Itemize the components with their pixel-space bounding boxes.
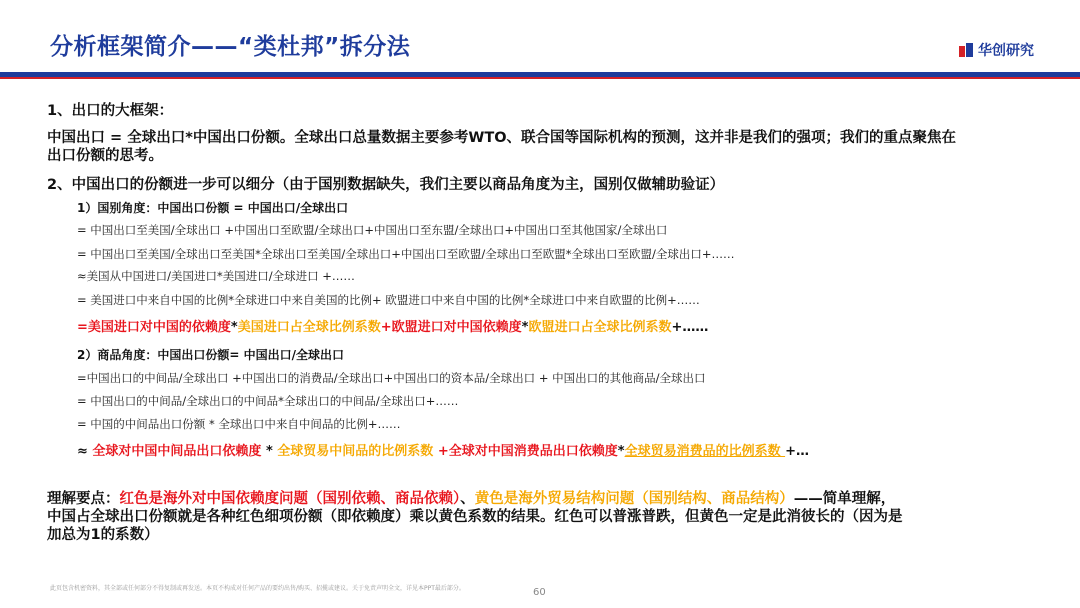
section1-heading: 1、出口的大框架： — [47, 103, 174, 119]
summary-line2: 中国占全球出口份额就是各种红色细项份额（即依赖度）乘以黄色系数的结果。红色可以普涨普跌，但黄色一定是此消彼长的（因为是 — [47, 509, 903, 525]
brand-logo — [958, 40, 1034, 60]
section1-line2: 出口份额的思考。 — [47, 148, 163, 164]
country-eq3: ≈美国从中国进口/美国进口*美国进口/全球进口 +…… — [77, 269, 355, 283]
country-eq2: = 中国出口至美国/全球出口至美国*全球出口至美国/全球出口+中国出口至欧盟/全球出口至欧盟*全球出口至欧盟/全球出口+…… — [77, 247, 735, 261]
summary-line1: 理解要点：红色是海外对中国依赖度问题（国别依赖、商品依赖）、黄色是海外贸易结构问题（国别结构、商品结构）——简单理解， — [47, 491, 896, 507]
goods-eq2: = 中国出口的中间品/全球出口的中间品*全球出口的中间品/全球出口+…… — [77, 394, 459, 408]
goods-final: ≈ 全球对中国中间品出口依赖度 * 全球贸易中间品的比例系数 +全球对中国消费品出口依赖度*全球贸易消费品的比例系数 +… — [77, 444, 809, 459]
country-eq4: = 美国进口中来自中国的比例*全球进口中来自美国的比例+ 欧盟进口中来自中国的比例*全球进口中来自欧盟的比例+…… — [77, 293, 700, 307]
page-title: 分析框架简介——“类杜邦”拆分法 — [50, 34, 411, 60]
header-divider — [0, 72, 1080, 80]
logo-icon — [958, 42, 974, 58]
goods-eq3: = 中国的中间品出口份额 * 全球出口中来自中间品的比例+…… — [77, 417, 401, 431]
country-final: =美国进口对中国的依赖度*美国进口占全球比例系数+欧盟进口对中国依赖度*欧盟进口占全球比例系数+…… — [77, 320, 709, 335]
section1-line1: 中国出口 = 全球出口*中国出口份额。全球出口总量数据主要参考WTO、联合国等国际机构的预测，这并非是我们的强项；我们的重点聚焦在 — [47, 130, 957, 146]
goods-eq1: =中国出口的中间品/全球出口 +中国出口的消费品/全球出口+中国出口的资本品/全球出口 + 中国出口的其他商品/全球出口 — [77, 371, 706, 385]
section2-heading: 2、中国出口的份额进一步可以细分（由于国别数据缺失，我们主要以商品角度为主，国别仅做辅助验证） — [47, 177, 725, 193]
logo-text: 华创研究 — [978, 43, 1034, 59]
footer-disclaimer: 此页包含机密资料，其全部或任何部分不得复制或再发送。本页不构成对任何产品的要约出售/购买、招揽或建议。关于免责声明全文，详见本PPT最后部分。 — [50, 585, 465, 592]
page-number: 60 — [533, 587, 546, 598]
summary-line3: 加总为1的系数） — [47, 527, 159, 543]
country-eq1: = 中国出口至美国/全球出口 +中国出口至欧盟/全球出口+中国出口至东盟/全球出口+中国出口至其他国家/全球出口 — [77, 223, 668, 237]
goods-title: 2）商品角度：中国出口份额= 中国出口/全球出口 — [77, 348, 344, 362]
country-title: 1）国别角度：中国出口份额 = 中国出口/全球出口 — [77, 201, 349, 215]
